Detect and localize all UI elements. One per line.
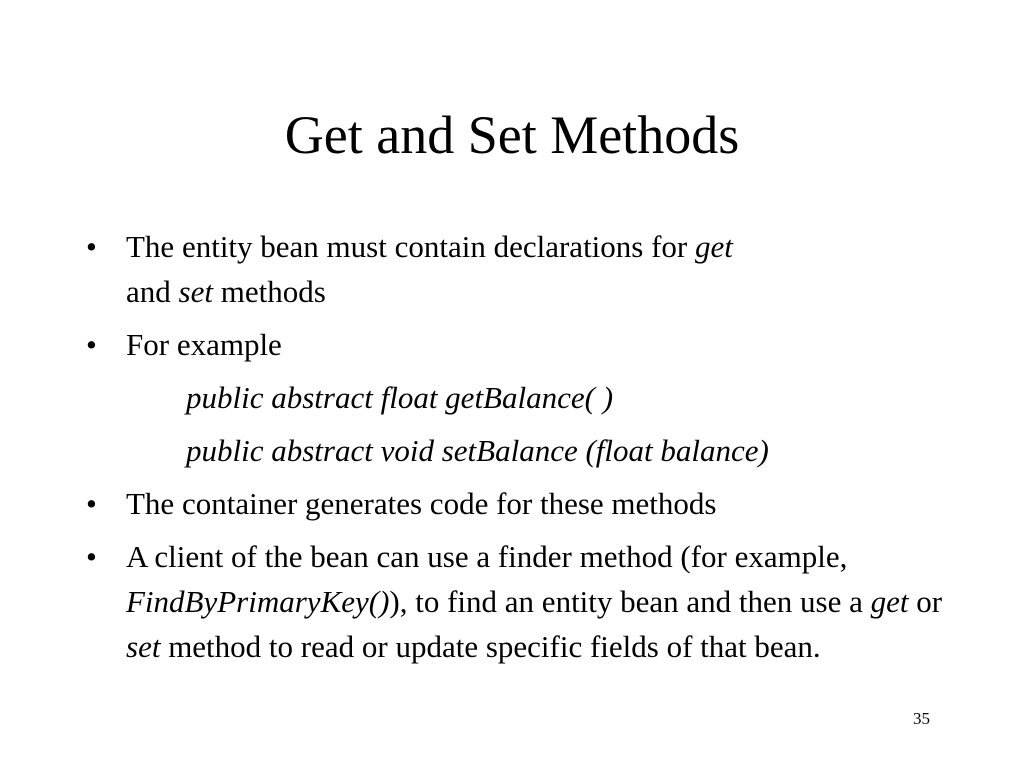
bullet-dot: •	[86, 229, 97, 264]
bullet-item	[86, 224, 946, 314]
page-number: 35	[913, 709, 930, 728]
bullet-text: The entity bean must contain declarations for	[126, 229, 696, 264]
bullet-text: method to read or update specific fields of that bean.	[160, 629, 821, 664]
bullet-dot: •	[86, 539, 97, 574]
bullet-dot: •	[86, 486, 97, 521]
bullet-item	[86, 481, 946, 526]
bullet-emphasis: get	[870, 584, 909, 619]
bullet-text: The container generates code for these methods	[126, 486, 717, 521]
bullet-text: and	[126, 274, 179, 309]
code-example-line: public abstract void setBalance (float balance)	[186, 433, 769, 468]
bullet-emphasis: set	[126, 629, 161, 664]
bullet-dot: •	[86, 327, 97, 362]
bullet-text: methods	[212, 274, 326, 309]
bullet-item	[86, 322, 946, 367]
bullet-text: A client of the bean can use a finder method (for example,	[126, 539, 848, 574]
slide-body	[86, 224, 946, 677]
slide-title: Get and Set Methods	[284, 105, 740, 165]
bullet-text: For example	[126, 327, 282, 362]
code-example-line: public abstract float getBalance( )	[186, 380, 614, 415]
bullet-emphasis: get	[695, 229, 733, 264]
bullet-text: ), to find an entity bean and then use a	[389, 584, 871, 619]
bullet-text: or	[908, 584, 943, 619]
bullet-emphasis: FindByPrimaryKey()	[126, 584, 390, 619]
bullet-emphasis: set	[178, 274, 213, 309]
bullet-item	[86, 534, 946, 669]
